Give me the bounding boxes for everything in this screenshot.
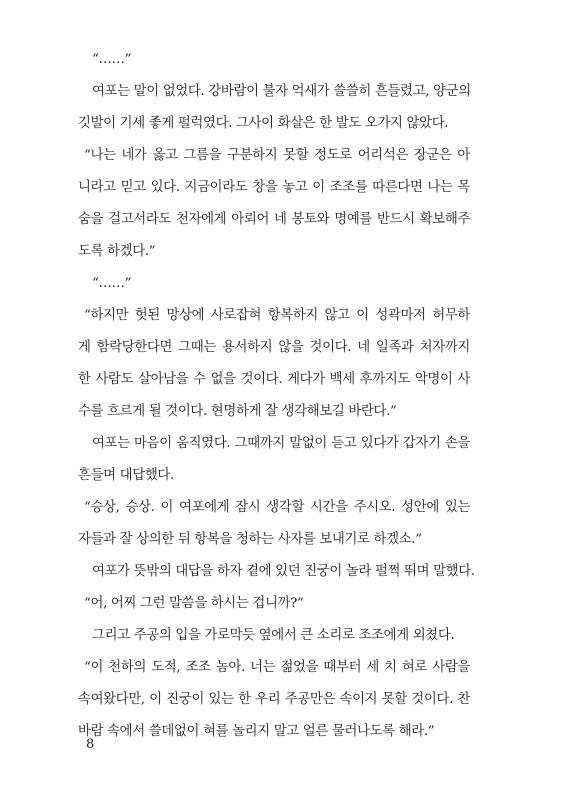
text-line: 도록 하겠다.”: [78, 244, 156, 259]
text-line: 흔들며 대답했다.: [78, 468, 174, 483]
text-line: 그리고 주공의 입을 가로막듯 옆에서 큰 소리로 조조에게 외쳤다.: [92, 628, 455, 643]
text-line: 게 함락당한다면 그때는 용서하지 않을 것이다. 네 일족과 처자까지: [78, 340, 470, 355]
text-line: 수를 흐르게 될 것이다. 현명하게 잘 생각해보길 바란다.”: [78, 404, 397, 419]
text-line: 바람 속에서 쓸데없이 혀를 놀리지 말고 얼른 물러나도록 해라.”: [78, 724, 435, 739]
text-line: 여포는 마음이 움직였다. 그때까지 말없이 듣고 있다가 갑자기 손을: [92, 436, 470, 451]
text-line: “하지만 헛된 망상에 사로잡혀 항복하지 않고 이 성곽마저 허무하: [84, 308, 470, 323]
text-line: 속여왔다만, 이 진궁이 있는 한 우리 주공만은 속이지 못할 것이다. 찬: [78, 692, 470, 707]
text-line: 니라고 믿고 있다. 지금이라도 창을 놓고 이 조조를 따른다면 나는 목: [78, 180, 470, 195]
text-line: 한 사람도 살아남을 수 없을 것이다. 게다가 백세 후까지도 악명이 사: [78, 372, 470, 387]
text-line: “어, 어찌 그런 말씀을 하시는 겁니까?”: [84, 596, 304, 611]
text-line: “나는 네가 옳고 그름을 구분하지 못할 정도로 어리석은 장군은 아: [84, 148, 470, 163]
text-line: “……”: [92, 276, 132, 291]
text-line: “……”: [92, 52, 132, 67]
text-line: 깃발이 기세 좋게 펄럭였다. 그사이 화살은 한 발도 오가지 않았다.: [78, 116, 449, 131]
text-line: 숨을 걸고서라도 천자에게 아뢰어 네 봉토와 명예를 반드시 확보해주: [78, 212, 470, 227]
text-line: 여포가 뜻밖의 대답을 하자 곁에 있던 진궁이 놀라 펄쩍 뛰며 말했다.: [92, 564, 475, 579]
page-number: 8: [86, 737, 95, 752]
text-line: “이 천하의 도적, 조조 놈아. 너는 젊었을 때부터 세 치 혀로 사람을: [84, 660, 470, 675]
text-line: 자들과 잘 상의한 뒤 항복을 청하는 사자를 보내기로 하겠소.”: [78, 532, 422, 547]
text-line: “승상, 승상. 이 여포에게 잠시 생각할 시간을 주시오. 성안에 있는: [84, 500, 470, 515]
text-line: 여포는 말이 없었다. 강바람이 불자 억새가 쓸쓸히 흔들렸고, 양군의: [92, 84, 471, 99]
